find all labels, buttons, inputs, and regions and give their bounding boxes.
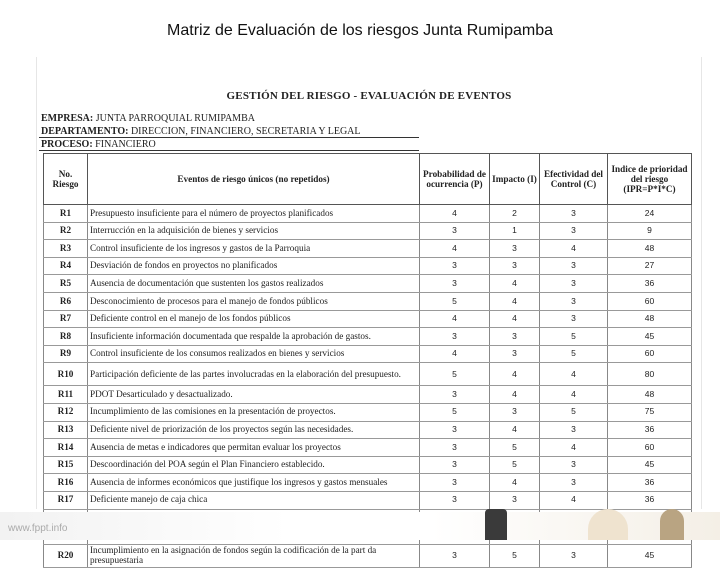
impact-cell: 3 <box>490 257 540 275</box>
probability-cell: 3 <box>420 491 490 509</box>
priority-cell: 36 <box>608 474 692 492</box>
probability-cell: 3 <box>420 328 490 346</box>
priority-cell: 60 <box>608 292 692 310</box>
event-cell: Deficiente manejo de caja chica <box>88 491 420 509</box>
impact-cell: 3 <box>490 403 540 421</box>
impact-cell: 4 <box>490 474 540 492</box>
risk-id-cell: R2 <box>44 222 88 240</box>
risk-id-cell: R11 <box>44 386 88 404</box>
probability-cell: 4 <box>420 240 490 258</box>
priority-cell: 36 <box>608 491 692 509</box>
table-row <box>44 275 692 293</box>
event-cell: Interrucción en la adquisición de bienes y servicios <box>88 222 420 240</box>
priority-cell: 24 <box>608 205 692 223</box>
effectiveness-cell: 4 <box>540 491 608 509</box>
risk-id-cell: R10 <box>44 363 88 386</box>
impact-cell: 2 <box>490 205 540 223</box>
priority-cell: 27 <box>608 257 692 275</box>
effectiveness-cell: 4 <box>540 439 608 457</box>
priority-cell: 60 <box>608 345 692 363</box>
effectiveness-cell: 3 <box>540 310 608 328</box>
impact-cell: 4 <box>490 363 540 386</box>
proceso-value: FINANCIERO <box>95 139 156 150</box>
impact-cell: 3 <box>490 240 540 258</box>
impact-cell: 4 <box>490 275 540 293</box>
impact-cell: 4 <box>490 386 540 404</box>
risk-id-cell: R17 <box>44 491 88 509</box>
empresa-label: EMPRESA: <box>41 113 94 124</box>
header-event: Eventos de riesgo únicos (no repetidos) <box>88 154 420 205</box>
event-cell: Desviación de fondos en proyectos no planificados <box>88 257 420 275</box>
risk-id-cell: R13 <box>44 421 88 439</box>
probability-cell: 4 <box>420 205 490 223</box>
header-priority: Indice de prioridad del riesgo (IPR=P*I*C) <box>608 154 692 205</box>
probability-cell: 5 <box>420 403 490 421</box>
effectiveness-cell: 5 <box>540 345 608 363</box>
risk-id-cell: R5 <box>44 275 88 293</box>
risk-id-cell: R9 <box>44 345 88 363</box>
effectiveness-cell: 4 <box>540 386 608 404</box>
probability-cell: 3 <box>420 544 490 567</box>
header-impact: Impacto (I) <box>490 154 540 205</box>
event-cell: Incumplimiento de las comisiones en la presentación de proyectos. <box>88 403 420 421</box>
event-cell: Control insuficiente de los ingresos y gastos de la Parroquia <box>88 240 420 258</box>
table-row <box>44 491 692 509</box>
table-row <box>44 292 692 310</box>
table-row <box>44 403 692 421</box>
risk-id-cell: R14 <box>44 439 88 457</box>
impact-cell: 3 <box>490 491 540 509</box>
priority-cell: 9 <box>608 222 692 240</box>
table-row <box>44 222 692 240</box>
priority-cell: 45 <box>608 456 692 474</box>
table-row <box>44 205 692 223</box>
priority-cell: 75 <box>608 403 692 421</box>
event-cell: PDOT Desarticulado y desactualizado. <box>88 386 420 404</box>
empresa-value: JUNTA PARROQUIAL RUMIPAMBA <box>95 113 255 124</box>
document-title: GESTIÓN DEL RIESGO - EVALUACIÓN DE EVENTOS <box>226 90 512 102</box>
priority-cell: 48 <box>608 386 692 404</box>
meta-divider <box>39 150 419 151</box>
effectiveness-cell: 5 <box>540 328 608 346</box>
event-cell: Incumplimiento en la asignación de fondos según la codificación de la part da presupuestaria <box>88 544 420 567</box>
risk-id-cell: R12 <box>44 403 88 421</box>
probability-cell: 5 <box>420 292 490 310</box>
probability-cell: 3 <box>420 439 490 457</box>
effectiveness-cell: 3 <box>540 474 608 492</box>
event-cell: Desconocimiento de procesos para el manejo de fondos públicos <box>88 292 420 310</box>
effectiveness-cell: 3 <box>540 257 608 275</box>
probability-cell: 3 <box>420 222 490 240</box>
effectiveness-cell: 3 <box>540 222 608 240</box>
table-row <box>44 544 692 567</box>
priority-cell: 36 <box>608 421 692 439</box>
header-effectiveness: Efectividad del Control (C) <box>540 154 608 205</box>
impact-cell: 4 <box>490 310 540 328</box>
table-row <box>44 345 692 363</box>
risk-matrix-table <box>43 153 692 568</box>
effectiveness-cell: 4 <box>540 363 608 386</box>
empresa-line <box>41 113 255 124</box>
risk-id-cell: R4 <box>44 257 88 275</box>
probability-cell: 3 <box>420 386 490 404</box>
slide-title: Matriz de Evaluación de los riesgos Junta Rumipamba <box>167 22 553 39</box>
probability-cell: 3 <box>420 275 490 293</box>
table-row <box>44 257 692 275</box>
departamento-line <box>41 126 361 137</box>
probability-cell: 4 <box>420 345 490 363</box>
table-row <box>44 310 692 328</box>
effectiveness-cell: 3 <box>540 205 608 223</box>
event-cell: Ausencia de metas e indicadores que permitan evaluar los proyectos <box>88 439 420 457</box>
event-cell: Participación deficiente de las partes involucradas en la elaboración del presupuesto. <box>88 363 420 386</box>
priority-cell: 45 <box>608 544 692 567</box>
priority-cell: 48 <box>608 240 692 258</box>
table-row <box>44 439 692 457</box>
departamento-label: DEPARTAMENTO: <box>41 126 129 137</box>
event-cell: Insuficiente información documentada que respalde la aprobación de gastos. <box>88 328 420 346</box>
event-cell: Ausencia de documentación que sustenten los gastos realizados <box>88 275 420 293</box>
probability-cell: 3 <box>420 257 490 275</box>
probability-cell: 3 <box>420 474 490 492</box>
priority-cell: 48 <box>608 310 692 328</box>
effectiveness-cell: 3 <box>540 292 608 310</box>
risk-id-cell: R1 <box>44 205 88 223</box>
table-row <box>44 328 692 346</box>
event-cell: Presupuesto insuficiente para el número de proyectos planificados <box>88 205 420 223</box>
impact-cell: 4 <box>490 292 540 310</box>
header-risk-id: No. Riesgo <box>44 154 88 205</box>
probability-cell: 3 <box>420 421 490 439</box>
table-header-row <box>44 154 692 205</box>
table-row <box>44 386 692 404</box>
table-row <box>44 363 692 386</box>
effectiveness-cell: 5 <box>540 403 608 421</box>
impact-cell: 5 <box>490 544 540 567</box>
impact-cell: 5 <box>490 456 540 474</box>
probability-cell: 3 <box>420 456 490 474</box>
table-row <box>44 240 692 258</box>
impact-cell: 3 <box>490 345 540 363</box>
effectiveness-cell: 3 <box>540 544 608 567</box>
risk-id-cell: R15 <box>44 456 88 474</box>
table-row <box>44 421 692 439</box>
event-cell: Ausencia de informes económicos que justifique los ingresos y gastos mensuales <box>88 474 420 492</box>
impact-cell: 3 <box>490 328 540 346</box>
decorative-shape <box>660 509 684 540</box>
table-row <box>44 474 692 492</box>
event-cell: Descoordinación del POA según el Plan Financiero establecido. <box>88 456 420 474</box>
meta-divider <box>39 137 419 138</box>
footer-logo: www.fppt.info <box>8 523 68 534</box>
departamento-value: DIRECCION, FINANCIERO, SECRETARIA Y LEGAL <box>130 126 361 137</box>
effectiveness-cell: 3 <box>540 456 608 474</box>
priority-cell: 80 <box>608 363 692 386</box>
risk-id-cell: R7 <box>44 310 88 328</box>
risk-id-cell: R20 <box>44 544 88 567</box>
risk-id-cell: R6 <box>44 292 88 310</box>
priority-cell: 60 <box>608 439 692 457</box>
risk-id-cell: R3 <box>44 240 88 258</box>
header-probability: Probabilidad de ocurrencia (P) <box>420 154 490 205</box>
priority-cell: 36 <box>608 275 692 293</box>
probability-cell: 5 <box>420 363 490 386</box>
impact-cell: 5 <box>490 439 540 457</box>
impact-cell: 1 <box>490 222 540 240</box>
proceso-line <box>41 139 156 150</box>
decorative-shape <box>485 509 507 540</box>
event-cell: Deficiente nivel de priorización de los proyectos según las necesidades. <box>88 421 420 439</box>
effectiveness-cell: 3 <box>540 421 608 439</box>
event-cell: Control insuficiente de los consumos realizados en bienes y servicios <box>88 345 420 363</box>
probability-cell: 4 <box>420 310 490 328</box>
priority-cell: 45 <box>608 328 692 346</box>
effectiveness-cell: 4 <box>540 240 608 258</box>
risk-id-cell: R8 <box>44 328 88 346</box>
impact-cell: 4 <box>490 421 540 439</box>
risk-id-cell: R16 <box>44 474 88 492</box>
proceso-label: PROCESO: <box>41 139 93 150</box>
event-cell: Deficiente control en el manejo de los fondos públicos <box>88 310 420 328</box>
effectiveness-cell: 3 <box>540 275 608 293</box>
table-row <box>44 456 692 474</box>
